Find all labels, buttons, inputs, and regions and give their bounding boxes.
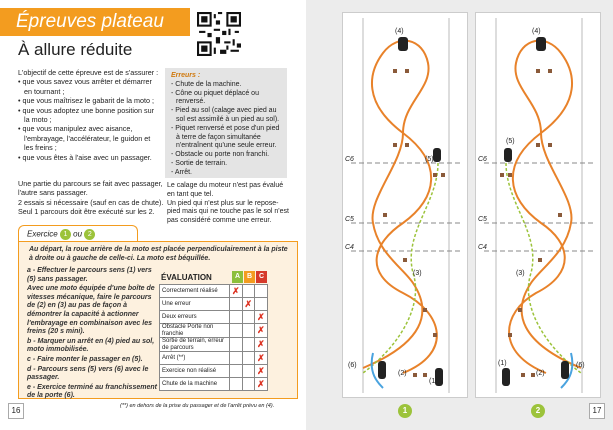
point-2-label: (2): [536, 370, 545, 377]
grade-cell-a: [230, 365, 243, 378]
exercise-label: Exercice: [27, 229, 58, 239]
stall-note: [167, 182, 291, 226]
stall-note-line: Un pied qui n'est plus sur le repose-pied mais qui ne touche pas le sol n'est pas considéré comme une erreur.: [167, 199, 289, 225]
point-2-label: (2): [398, 370, 407, 377]
exercise-tab[interactable]: [18, 225, 138, 241]
cone-c5-label: C5: [345, 216, 354, 223]
or-label: ou: [73, 229, 83, 239]
grade-cell-c: [255, 285, 268, 298]
grade-cell-c: ✗: [255, 324, 268, 338]
objective-item: • que vous manipulez avec aisance, l'embrayage, l'accélérateur, le guidon et les freins ;: [18, 124, 151, 153]
grade-cell-c: [255, 298, 268, 311]
diagram-1-badge: 1: [398, 404, 412, 418]
diagram-2-badge: 2: [531, 404, 545, 418]
evaluation-row: [160, 338, 268, 352]
step-item: Avec une moto équipée d'une boîte de vitesses mécanique, faire le parcours de (2) en (3) au pas de façon à démontrer la capacité à actionner l'embrayage en combinaison avec les freins (20 s mini).: [27, 285, 155, 336]
grade-cell-a: [230, 338, 243, 352]
objective-item: • que vous adoptez une bonne position sur la moto ;: [18, 105, 154, 125]
section-subtitle: À allure réduite: [18, 40, 133, 59]
evaluation-row: [160, 365, 268, 378]
grade-cell-b: [242, 378, 255, 391]
grade-cell-c: ✗: [255, 352, 268, 365]
point-4-label: (4): [395, 28, 404, 35]
point-6-label: (6): [576, 362, 585, 369]
evaluation-criterion: Sortie de terrain, erreur de parcours: [160, 338, 230, 352]
evaluation-row: [160, 285, 268, 298]
grade-cell-c: ✗: [255, 378, 268, 391]
objective-item: • que vous maîtrisez le gabarit de la moto ;: [18, 96, 154, 106]
course-diagram-2: [475, 12, 601, 398]
error-item: - Obstacle ou porte non franchi.: [171, 151, 270, 159]
evaluation-criterion: Obstacle Porte non franchie: [160, 324, 230, 338]
objectives-text: [18, 68, 160, 162]
point-1-label: (1): [498, 360, 507, 367]
grade-cell-b: [242, 352, 255, 365]
grade-cell-a: [230, 298, 243, 311]
evaluation-row: [160, 378, 268, 391]
passenger-note: [18, 179, 166, 217]
note-line: 2 essais si nécessaire (sauf en cas de chute).: [18, 197, 164, 207]
page-title: Épreuves plateau: [0, 8, 190, 36]
step-item: e - Exercice terminé au franchissement de la porte (6).: [27, 383, 157, 400]
grade-cell-b: [242, 324, 255, 338]
page-number-right: 17: [589, 403, 605, 419]
page-number-left: 16: [8, 403, 24, 419]
left-page: [0, 0, 306, 430]
evaluation-row: [160, 311, 268, 324]
grade-cell-a: [230, 311, 243, 324]
grade-cell-b: [242, 311, 255, 324]
right-page: [306, 0, 613, 430]
grade-cell-a: ✗: [230, 285, 243, 298]
note-line: Une partie du parcours se fait avec passager, l'autre sans passager.: [18, 179, 163, 198]
exercise-intro: Au départ, la roue arrière de la moto est placée perpendiculairement à la piste à droite ou à gauche de celle-ci. La moto est béquillée.: [29, 246, 288, 262]
error-item: - Arrêt.: [171, 168, 193, 176]
evaluation-criterion: Chute de la machine: [160, 378, 230, 391]
evaluation-criterion: Une erreur: [160, 298, 230, 311]
evaluation-row: [160, 352, 268, 365]
grade-b-header: B: [244, 271, 255, 283]
grade-cell-c: ✗: [255, 311, 268, 324]
errors-heading: Erreurs :: [171, 72, 201, 79]
footnote: (**) en dehors de la prise du passager et de l'arrêt prévu en (4).: [120, 403, 275, 409]
point-3-label: (3): [516, 270, 525, 277]
course-diagram-1: [342, 12, 468, 398]
grade-cell-a: [230, 324, 243, 338]
grade-c-header: C: [256, 271, 267, 283]
note-line: Seul 1 parcours doit être exécuté sur les 2.: [18, 207, 155, 217]
error-item: - Sortie de terrain.: [171, 159, 228, 167]
cone-c6-label: C6: [345, 156, 354, 163]
evaluation-criterion: Exercice non réalisé: [160, 365, 230, 378]
cone-c6-label: C6: [478, 156, 487, 163]
point-6-label: (6): [348, 362, 357, 369]
error-item: - Piquet renversé et pose d'un pied à terre de façon simultanée n'entraînent qu'une seule erreur.: [171, 124, 280, 150]
evaluation-criterion: Correctement réalisé: [160, 285, 230, 298]
grade-cell-b: [242, 365, 255, 378]
point-1-label: (1): [429, 378, 438, 385]
step-item: d - Parcours sens (5) vers (6) avec le passager.: [27, 365, 149, 382]
error-item: - Pied au sol (calage avec pied au sol est assimilé à un pied au sol).: [171, 107, 280, 123]
error-item: - Chute de la machine.: [171, 80, 242, 88]
grade-cell-a: [230, 378, 243, 391]
errors-box: [165, 68, 287, 178]
point-3-label: (3): [413, 270, 422, 277]
exercise-box: [18, 241, 298, 399]
grade-cell-c: ✗: [255, 365, 268, 378]
objective-item: • que vous savez vous arrêter et démarrer en tournant ;: [18, 77, 152, 96]
objective-item: • que vous êtes à l'aise avec un passager.: [18, 152, 152, 162]
stall-note-line: Le calage du moteur n'est pas évalué en tant que tel.: [167, 182, 284, 198]
step-item: a - Effectuer le parcours sens (1) vers (5) sans passager.: [27, 267, 152, 283]
grade-cell-b: [242, 285, 255, 298]
point-4-label: (4): [532, 28, 541, 35]
grade-cell-b: ✗: [242, 298, 255, 311]
evaluation-row: [160, 324, 268, 338]
qr-code-icon[interactable]: [197, 12, 241, 56]
evaluation-criterion: Deux erreurs: [160, 311, 230, 324]
evaluation-title: ÉVALUATION: [161, 273, 212, 282]
option-1-badge[interactable]: 1: [60, 229, 71, 240]
cone-c5-label: C5: [478, 216, 487, 223]
evaluation-criterion: Arrêt (**): [160, 352, 230, 365]
evaluation-row: [160, 298, 268, 311]
course-svg-2: [476, 13, 602, 399]
course-svg-1: [343, 13, 469, 399]
point-5-label: (5): [425, 156, 434, 163]
evaluation-table: [159, 284, 268, 391]
grade-a-header: A: [232, 271, 243, 283]
exercise-steps: [27, 267, 159, 402]
option-2-badge[interactable]: 2: [84, 229, 95, 240]
point-5-label: (5): [506, 138, 515, 145]
cone-c4-label: C4: [478, 244, 487, 251]
step-item: c - Faire monter le passager en (5).: [27, 355, 143, 363]
grade-cell-a: [230, 352, 243, 365]
cone-c4-label: C4: [345, 244, 354, 251]
objectives-lead: L'objectif de cette épreuve est de s'assurer :: [18, 68, 159, 77]
grade-cell-c: ✗: [255, 338, 268, 352]
step-item: b - Marquer un arrêt en (4) pied au sol, moto immobilisée.: [27, 337, 155, 354]
error-item: - Cône ou piquet déplacé ou renversé.: [171, 89, 259, 106]
grade-cell-b: [242, 338, 255, 352]
